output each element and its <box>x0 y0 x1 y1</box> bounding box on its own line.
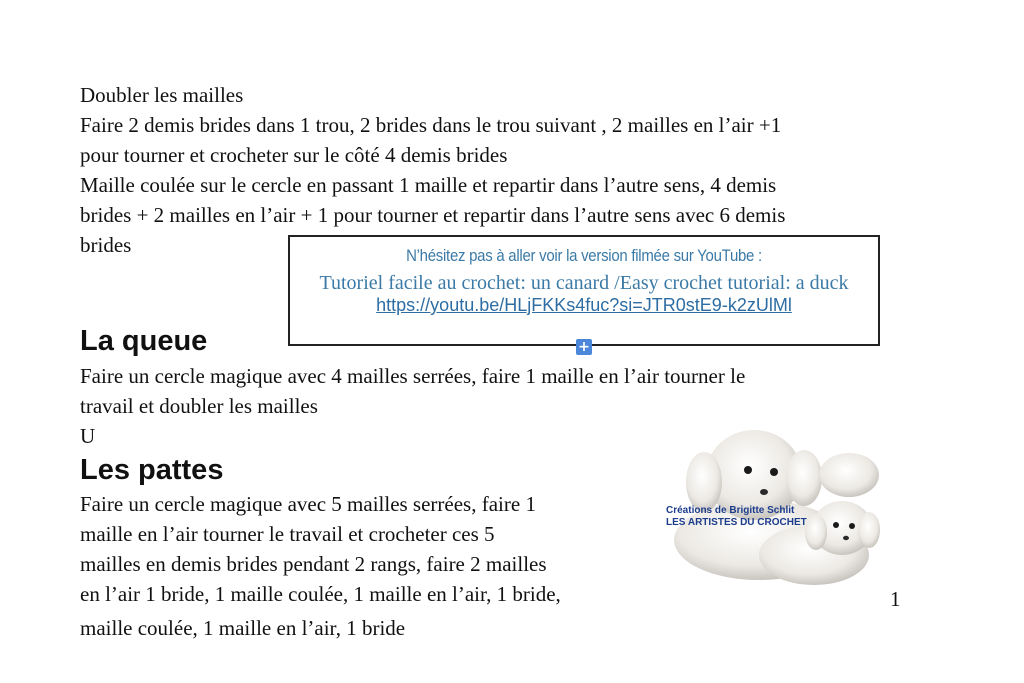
intro-line-5: brides + 2 mailles en l’air + 1 pour tourner et repartir dans l’autre sens avec 6 demis <box>80 203 786 227</box>
intro-line-3: pour tourner et crocheter sur le côté 4 demis brides <box>80 143 508 167</box>
queue-line-2: travail et doubler les mailles <box>80 394 318 418</box>
pattes-line-5: maille coulée, 1 maille en l’air, 1 bride <box>80 616 406 640</box>
photo-credit-line-2: LES ARTISTES DU CROCHET <box>666 517 807 528</box>
queue-heading: La queue <box>80 325 208 357</box>
youtube-link[interactable]: https://youtu.be/HLjFKKs4fuc?si=JTR0stE9-k2zUlMl <box>376 295 792 315</box>
pattes-line-2: maille en l’air tourner le travail et crocheter ces 5 <box>80 522 495 546</box>
queue-line-3: U <box>80 424 96 448</box>
add-plus-icon[interactable]: + <box>576 339 592 355</box>
callout-line-2: Tutoriel facile au crochet: un canard /Easy crochet tutorial: a duck <box>319 272 849 294</box>
intro-line-6: brides <box>80 233 132 257</box>
intro-line-4: Maille coulée sur le cercle en passant 1 maille et repartir dans l’autre sens, 4 demis <box>80 173 777 197</box>
callout-line-1: N’hésitez pas à aller voir la version filmée sur YouTube : <box>406 246 762 265</box>
queue-line-1: Faire un cercle magique avec 4 mailles serrées, faire 1 maille en l’air tourner le <box>80 364 746 388</box>
pattes-line-3: mailles en demis brides pendant 2 rangs, faire 2 mailles <box>80 552 547 576</box>
photo-credit <box>666 505 807 529</box>
pattes-line-1: Faire un cercle magique avec 5 mailles serrées, faire 1 <box>80 492 536 516</box>
page-number: 1 <box>890 587 901 611</box>
photo-credit-line-1: Créations de Brigitte Schlit <box>666 505 795 516</box>
pattes-heading: Les pattes <box>80 454 224 486</box>
pattes-line-4: en l’air 1 bride, 1 maille coulée, 1 maille en l’air, 1 bride, <box>80 582 561 606</box>
intro-line-1: Doubler les mailles <box>80 83 244 107</box>
intro-line-2: Faire 2 demis brides dans 1 trou, 2 brides dans le trou suivant , 2 mailles en l’air +1 <box>80 113 782 137</box>
youtube-callout-box[interactable] <box>288 235 880 346</box>
